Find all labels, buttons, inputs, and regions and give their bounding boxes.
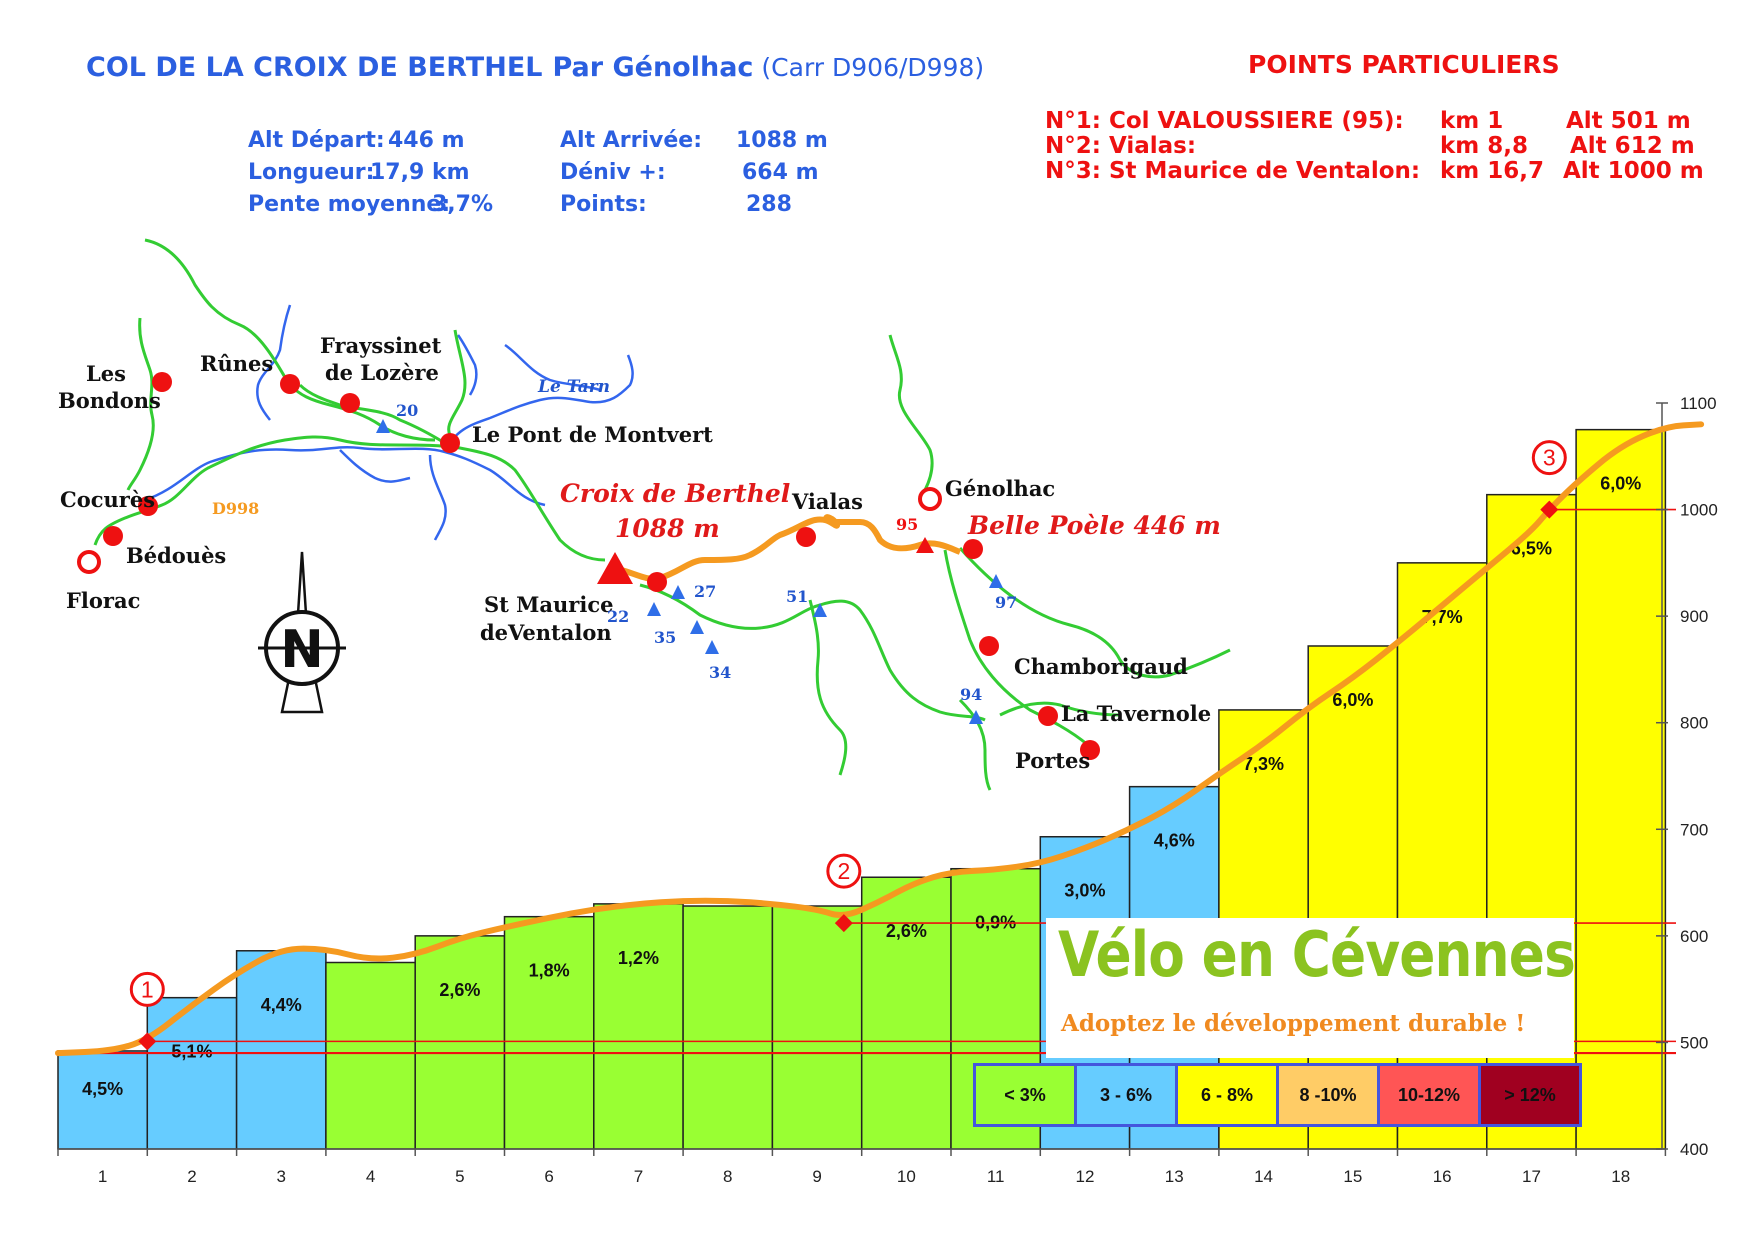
compass-n: N [280,620,324,680]
bar-label-km-15: 6,0% [1332,689,1374,710]
bar-label-km-14: 7,3% [1243,753,1285,774]
label-croix-berthel: Croix de Berthel [560,479,791,508]
label-bondons: Bondons [58,388,161,413]
x-tick-label-12: 12 [1075,1167,1095,1186]
legend-item-0: < 3% [976,1066,1077,1124]
point-3-name: N°3: St Maurice de Ventalon: [1045,158,1421,184]
label-frayssinet: Frayssinet [320,333,442,358]
num-22: 22 [607,607,630,626]
col-markers [376,419,1003,724]
bar-km-2 [147,998,236,1149]
stat-longueur-value: 17,9 km [370,160,470,185]
title-main: COL DE LA CROIX DE BERTHEL [86,52,543,83]
col-20 [376,419,390,433]
bar-km-3 [237,951,326,1149]
x-tick-label-9: 9 [812,1167,822,1186]
y-tick-label-900: 900 [1680,607,1709,627]
legend-item-2: 6 - 8% [1178,1066,1279,1124]
label-de-lozere: de Lozère [325,360,439,385]
point-1-km: km 1 [1440,108,1504,134]
x-tick-label-3: 3 [276,1167,286,1186]
bar-label-km-6: 1,8% [528,960,570,981]
label-le-tarn: Le Tarn [538,377,611,397]
x-tick-label-10: 10 [896,1167,916,1186]
bar-km-10 [862,877,951,1149]
town-vialas [796,527,816,547]
legend-item-5: > 12% [1481,1066,1579,1124]
marker-label-1: 1 [140,976,154,1003]
stat-alt-depart-value: 446 m [388,128,465,153]
num-20: 20 [396,401,419,420]
bar-km-8 [683,906,772,1149]
marker-label-2: 2 [837,858,851,885]
point-2-km: km 8,8 [1440,133,1529,159]
y-tick-label-500: 500 [1680,1033,1709,1053]
label-vialas: Vialas [792,489,863,514]
num-27: 27 [694,582,717,601]
bar-km-9 [772,906,861,1149]
title-via: Par Génolhac [552,52,754,83]
num-51: 51 [786,587,809,606]
label-pont-montvert: Le Pont de Montvert [472,422,713,447]
label-st-maurice: St Maurice [484,592,614,617]
bar-label-km-3: 4,4% [260,994,302,1015]
stat-longueur-label: Longueur: [248,160,375,185]
river-north-2 [458,335,476,395]
bar-label-km-5: 2,6% [439,979,481,1000]
town-chamborigaud [979,636,999,656]
point-3-km: km 16,7 [1440,158,1545,184]
bar-label-km-16: 7,7% [1421,606,1463,627]
x-tick-label-13: 13 [1164,1167,1184,1186]
bar-label-km-12: 3,0% [1064,880,1106,901]
bar-label-km-7: 1,2% [617,947,659,968]
bar-label-km-17: 6,5% [1510,538,1552,559]
label-runes: Rûnes [200,351,274,376]
marker-label-3: 3 [1542,444,1556,471]
stat-deniv-label: Déniv +: [560,160,666,185]
stat-alt-depart-label: Alt Départ: [248,128,385,153]
label-florac: Florac [66,588,141,613]
y-tick-label-600: 600 [1680,926,1709,946]
croix-berthel-marker [597,552,633,584]
bar-km-5 [415,936,504,1149]
town-la-tavernole [1038,706,1058,726]
town-genolhac [920,489,940,509]
brand-slogan: Adoptez le développement durable ! [1061,1010,1526,1037]
col-22 [647,602,661,616]
label-cocures: Cocurès [60,487,156,512]
bar-km-4 [326,963,415,1150]
x-tick-label-7: 7 [633,1167,644,1186]
label-portes: Portes [1015,748,1091,773]
num-34: 34 [709,663,732,682]
stat-pente-value: 3,7% [432,192,494,217]
x-tick-label-15: 15 [1343,1167,1363,1186]
x-tick-label-1: 1 [97,1167,108,1186]
stat-alt-arrivee-value: 1088 m [736,128,828,153]
town-pont-montvert [440,433,460,453]
col-34 [705,640,719,654]
x-tick-label-18: 18 [1611,1167,1631,1186]
bar-label-km-18: 6,0% [1600,473,1642,494]
river-east-2 [340,450,410,482]
bar-label-km-10: 2,6% [885,921,927,942]
point-3-alt: Alt 1000 m [1563,158,1704,184]
bar-label-km-2: 5,1% [171,1041,213,1062]
x-tick-label-8: 8 [723,1167,733,1186]
x-tick-label-17: 17 [1521,1167,1541,1186]
bar-km-1 [58,1051,147,1149]
town-florac [79,552,99,572]
label-de-ventalon: deVentalon [480,620,612,645]
y-tick-label-700: 700 [1680,820,1709,840]
brand-box [1046,918,1574,1058]
col-35 [690,620,704,634]
x-tick-label-16: 16 [1432,1167,1452,1186]
stat-alt-arrivee-label: Alt Arrivée: [560,128,702,153]
label-bedoues: Bédouès [126,543,227,568]
bar-label-km-1: 4,5% [82,1079,124,1100]
bar-label-km-11: 0,9% [975,912,1017,933]
label-la-tavernole: La Tavernole [1061,701,1212,726]
y-tick-label-800: 800 [1680,713,1709,733]
y-tick-label-400: 400 [1680,1140,1709,1159]
town-belle-poele [963,539,983,559]
gradient-legend [973,1063,1582,1127]
label-genolhac: Génolhac [945,476,1056,501]
stat-points-value: 288 [746,192,792,217]
legend-item-1: 3 - 6% [1077,1066,1178,1124]
point-1-name: N°1: Col VALOUSSIERE (95): [1045,108,1404,134]
col-27 [671,585,685,599]
town-bedoues [103,526,123,546]
label-croix-alt: 1088 m [615,514,720,543]
label-d998: D998 [212,499,260,518]
road-vialas-south [810,600,846,775]
town-st-maurice [647,572,667,592]
y-tick-label-1000: 1000 [1680,500,1718,520]
brand-title: Vélo en Cévennes [1058,918,1575,991]
point-2-alt: Alt 612 m [1570,133,1695,159]
road-nord [449,330,465,435]
bar-km-16 [1398,563,1487,1149]
y-tick-label-1100: 1100 [1680,394,1717,413]
label-belle-poele: Belle Poèle 446 m [968,511,1221,540]
label-les: Les [86,361,126,386]
town-runes [280,374,300,394]
point-1-alt: Alt 501 m [1566,108,1691,134]
x-tick-label-4: 4 [365,1167,376,1186]
x-tick-label-2: 2 [187,1167,197,1186]
stat-pente-label: Pente moyenne: [248,192,451,217]
point-2-name: N°2: Vialas: [1045,133,1197,159]
stat-points-label: Points: [560,192,647,217]
bar-km-7 [594,904,683,1149]
points-particuliers-title: POINTS PARTICULIERS [1248,50,1560,79]
legend-item-3: 8 -10% [1279,1066,1380,1124]
bar-km-6 [505,917,594,1149]
legend-item-4: 10-12% [1380,1066,1481,1124]
num-97: 97 [995,593,1018,612]
compass-icon [258,552,346,712]
bar-label-km-13: 4,6% [1153,830,1195,851]
num-35: 35 [654,628,677,647]
num-95: 95 [896,515,919,534]
route-map [58,240,1230,790]
road-genolhac-north [890,335,932,490]
river-pontmontvert [430,455,446,540]
num-94: 94 [960,685,983,704]
x-tick-label-11: 11 [986,1167,1005,1186]
town-frayssinet [340,393,360,413]
title-road: (Carr D906/D998) [761,53,985,82]
x-tick-label-5: 5 [455,1167,465,1186]
x-tick-label-14: 14 [1254,1167,1274,1186]
stat-deniv-value: 664 m [742,160,819,185]
x-tick-label-6: 6 [544,1167,554,1186]
label-chamborigaud: Chamborigaud [1014,654,1188,679]
